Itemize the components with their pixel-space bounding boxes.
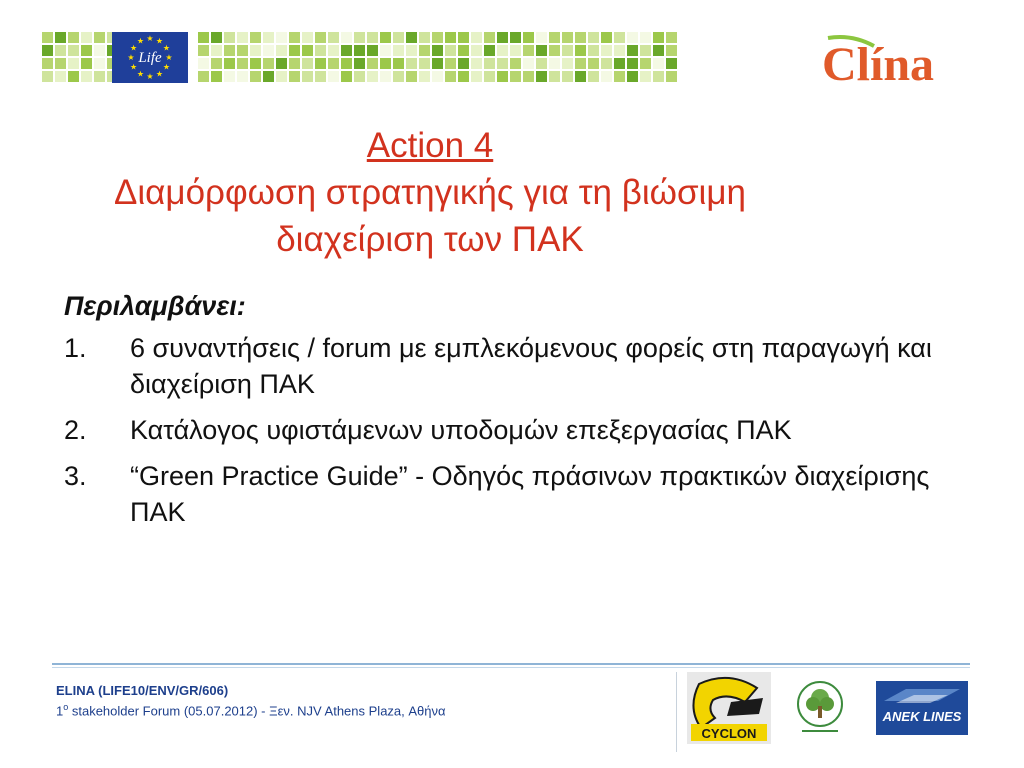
mosaic-tile <box>458 71 469 82</box>
mosaic-tile <box>549 32 560 43</box>
mosaic-tile <box>575 32 586 43</box>
mosaic-tile <box>406 32 417 43</box>
mosaic-tile <box>653 32 664 43</box>
mosaic-tile <box>315 58 326 69</box>
list-item-number: 3. <box>64 461 87 491</box>
mosaic-tile <box>315 45 326 56</box>
mosaic-tile <box>419 71 430 82</box>
mosaic-tile <box>549 58 560 69</box>
includes-label: Περιλαμβάνει: <box>64 291 246 321</box>
mosaic-tile <box>42 58 53 69</box>
mosaic-tile <box>666 45 677 56</box>
mosaic-tile <box>237 71 248 82</box>
mosaic-tile <box>627 58 638 69</box>
eu-star-icon: ★ <box>136 36 145 46</box>
footer-divider-line <box>52 663 970 665</box>
mosaic-tile <box>341 32 352 43</box>
mosaic-tile <box>601 71 612 82</box>
eu-star-icon: ★ <box>155 36 164 46</box>
forum-info: $1^o$ stakeholder Forum (05.07.2012) - Ξεν. NJV Athens Plaza, Αθήνα <box>56 702 446 719</box>
mosaic-tile <box>588 45 599 56</box>
mosaic-tile <box>419 58 430 69</box>
eu-star-icon: ★ <box>129 62 138 72</box>
mosaic-tile <box>640 45 651 56</box>
mosaic-tile <box>523 45 534 56</box>
mosaic-tile <box>497 71 508 82</box>
mosaic-tile <box>250 58 261 69</box>
mosaic-tile <box>471 58 482 69</box>
mosaic-tile <box>640 58 651 69</box>
mosaic-tile <box>250 71 261 82</box>
tree-association-logo <box>794 680 846 736</box>
mosaic-tile <box>224 45 235 56</box>
mosaic-tile <box>250 32 261 43</box>
mosaic-tile <box>68 45 79 56</box>
mosaic-tile <box>575 58 586 69</box>
mosaic-tile <box>575 45 586 56</box>
mosaic-tile <box>627 45 638 56</box>
eu-star-icon: ★ <box>165 53 173 62</box>
mosaic-tile <box>562 32 573 43</box>
mosaic-tile <box>211 71 222 82</box>
mosaic-tile <box>536 58 547 69</box>
mosaic-tile <box>302 58 313 69</box>
mosaic-tile <box>224 32 235 43</box>
mosaic-tile <box>315 71 326 82</box>
mosaic-tile <box>458 32 469 43</box>
eu-star-icon: ★ <box>155 69 164 79</box>
mosaic-tile <box>380 45 391 56</box>
mosaic-tile <box>562 58 573 69</box>
mosaic-tile <box>484 58 495 69</box>
slide-title <box>0 122 860 263</box>
mosaic-tile <box>484 32 495 43</box>
list-item-number: 2. <box>64 415 87 445</box>
mosaic-tile <box>484 45 495 56</box>
mosaic-tile <box>94 45 105 56</box>
mosaic-tile <box>484 71 495 82</box>
mosaic-tile <box>549 71 560 82</box>
mosaic-tile <box>367 71 378 82</box>
life-banner <box>42 30 680 85</box>
mosaic-tile <box>198 32 209 43</box>
mosaic-tile <box>627 32 638 43</box>
mosaic-tile <box>263 45 274 56</box>
mosaic-tile <box>653 45 664 56</box>
mosaic-tile <box>81 45 92 56</box>
mosaic-tile <box>614 71 625 82</box>
mosaic-tile <box>328 45 339 56</box>
mosaic-tile <box>601 32 612 43</box>
mosaic-tile <box>536 71 547 82</box>
mosaic-tile <box>393 71 404 82</box>
mosaic-tile <box>393 32 404 43</box>
mosaic-tile <box>367 32 378 43</box>
eu-star-icon: ★ <box>136 69 145 79</box>
mosaic-tile <box>328 32 339 43</box>
mosaic-tile <box>289 32 300 43</box>
mosaic-tile <box>224 71 235 82</box>
mosaic-tile <box>406 71 417 82</box>
list-item <box>64 458 984 530</box>
mosaic-tile <box>81 71 92 82</box>
mosaic-tile <box>471 71 482 82</box>
mosaic-tile <box>536 45 547 56</box>
mosaic-tile <box>523 71 534 82</box>
list-item-number: 1. <box>64 333 87 363</box>
mosaic-tile <box>640 71 651 82</box>
mosaic-tile <box>575 71 586 82</box>
mosaic-tile <box>666 32 677 43</box>
svg-text:CYCLON: CYCLON <box>701 726 757 741</box>
mosaic-tile <box>497 58 508 69</box>
mosaic-tile <box>276 32 287 43</box>
eu-star-icon: ★ <box>162 62 171 72</box>
mosaic-tile <box>42 45 53 56</box>
anek-lines-logo <box>876 681 968 735</box>
mosaic-tile <box>302 45 313 56</box>
mosaic-tile <box>211 45 222 56</box>
mosaic-tile <box>237 45 248 56</box>
mosaic-tile <box>614 58 625 69</box>
eu-star-icon: ★ <box>127 53 135 62</box>
mosaic-tile <box>380 58 391 69</box>
mosaic-tile <box>601 58 612 69</box>
mosaic-tile <box>510 45 521 56</box>
mosaic-tile <box>198 58 209 69</box>
mosaic-tile <box>536 32 547 43</box>
svg-text:Clína: Clína <box>822 38 935 90</box>
list-item <box>64 412 984 448</box>
mosaic-tile <box>263 32 274 43</box>
mosaic-tile <box>380 32 391 43</box>
mosaic-tile <box>367 45 378 56</box>
mosaic-tile <box>68 58 79 69</box>
mosaic-tile <box>419 32 430 43</box>
mosaic-tile <box>458 45 469 56</box>
elina-logo <box>822 28 968 90</box>
mosaic-tile <box>302 71 313 82</box>
mosaic-tile <box>588 71 599 82</box>
mosaic-tile <box>94 58 105 69</box>
mosaic-tile <box>562 71 573 82</box>
mosaic-tile <box>341 45 352 56</box>
mosaic-tile <box>666 58 677 69</box>
mosaic-tile <box>198 45 209 56</box>
title-line-2: διαχείριση των ΠΑΚ <box>276 220 584 259</box>
mosaic-tile <box>497 45 508 56</box>
svg-text:ANEK LINES: ANEK LINES <box>882 709 962 724</box>
mosaic-tile <box>380 71 391 82</box>
mosaic-tile <box>354 32 365 43</box>
mosaic-tile <box>211 32 222 43</box>
mosaic-tile <box>419 45 430 56</box>
mosaic-tile <box>55 71 66 82</box>
mosaic-tile <box>94 71 105 82</box>
mosaic-tile <box>432 32 443 43</box>
mosaic-tile <box>640 32 651 43</box>
mosaic-tile <box>458 58 469 69</box>
mosaic-tile <box>445 32 456 43</box>
mosaic-tile <box>68 32 79 43</box>
mosaic-tile <box>81 58 92 69</box>
mosaic-tile <box>432 71 443 82</box>
eu-star-icon: ★ <box>162 43 171 53</box>
mosaic-tile <box>406 45 417 56</box>
eu-star-icon: ★ <box>129 43 138 53</box>
list-item-text: Κατάλογος υφιστάμενων υποδομών επεξεργασίας ΠΑΚ <box>130 415 792 445</box>
title-line-1: Διαμόρφωση στρατηγικής για τη βιώσιμη <box>114 173 746 212</box>
mosaic-tile <box>627 71 638 82</box>
mosaic-tile <box>289 45 300 56</box>
mosaic-tile <box>523 32 534 43</box>
cyclon-logo <box>687 672 771 744</box>
mosaic-tile <box>393 45 404 56</box>
mosaic-tile <box>367 58 378 69</box>
mosaic-tile <box>432 45 443 56</box>
mosaic-tile <box>276 45 287 56</box>
mosaic-tile <box>601 45 612 56</box>
mosaic-tile <box>432 58 443 69</box>
mosaic-tile <box>445 58 456 69</box>
mosaic-tile <box>523 58 534 69</box>
mosaic-tile <box>315 32 326 43</box>
mosaic-tile <box>614 32 625 43</box>
list-item-text: 6 συναντήσεις / forum με εμπλεκόμενους φορείς στη παραγωγή και διαχείριση ΠΑΚ <box>130 333 932 399</box>
mosaic-tile <box>263 71 274 82</box>
mosaic-tile <box>237 58 248 69</box>
mosaic-tile <box>68 71 79 82</box>
mosaic-tile <box>471 45 482 56</box>
mosaic-tile <box>237 32 248 43</box>
mosaic-tile <box>328 71 339 82</box>
mosaic-tile <box>55 45 66 56</box>
mosaic-tile <box>354 71 365 82</box>
footer-vertical-divider <box>676 672 677 752</box>
mosaic-tile <box>354 58 365 69</box>
mosaic-tile <box>497 32 508 43</box>
mosaic-tile <box>666 71 677 82</box>
mosaic-tile <box>471 32 482 43</box>
mosaic-tile <box>289 58 300 69</box>
mosaic-tile <box>94 32 105 43</box>
mosaic-tile <box>211 58 222 69</box>
mosaic-tile <box>562 45 573 56</box>
mosaic-tile <box>302 32 313 43</box>
mosaic-tile <box>341 58 352 69</box>
mosaic-tile <box>328 58 339 69</box>
mosaic-tile <box>42 32 53 43</box>
mosaic-tile <box>354 45 365 56</box>
mosaic-tile <box>445 71 456 82</box>
mosaic-tile <box>445 45 456 56</box>
mosaic-tile <box>549 45 560 56</box>
eu-life-logo <box>112 32 188 83</box>
mosaic-tile <box>263 58 274 69</box>
mosaic-tile <box>510 71 521 82</box>
mosaic-tile <box>588 58 599 69</box>
svg-text:Life: Life <box>138 50 162 66</box>
mosaic-tile <box>81 32 92 43</box>
mosaic-tile <box>653 58 664 69</box>
mosaic-tile <box>42 71 53 82</box>
title-action: Action 4 <box>366 126 494 165</box>
mosaic-tile <box>276 58 287 69</box>
mosaic-tile <box>198 71 209 82</box>
mosaic-tile <box>55 32 66 43</box>
project-code: ELINA (LIFE10/ENV/GR/606) <box>56 683 229 698</box>
slide-body <box>64 288 984 540</box>
eu-star-icon: ★ <box>146 72 154 81</box>
footer-divider-line-thin <box>52 667 970 668</box>
mosaic-tile <box>653 71 664 82</box>
mosaic-tile <box>55 58 66 69</box>
mosaic-tile <box>510 32 521 43</box>
list-item <box>64 330 984 402</box>
mosaic-tile <box>406 58 417 69</box>
eu-star-icon: ★ <box>146 34 154 43</box>
mosaic-tile <box>393 58 404 69</box>
mosaic-tile <box>341 71 352 82</box>
mosaic-tile <box>510 58 521 69</box>
mosaic-tile <box>588 32 599 43</box>
mosaic-tile <box>289 71 300 82</box>
mosaic-tile <box>250 45 261 56</box>
mosaic-tile <box>276 71 287 82</box>
mosaic-tile <box>224 58 235 69</box>
mosaic-tile <box>614 45 625 56</box>
list-item-text: “Green Practice Guide” - Οδηγός πράσινων πρακτικών διαχείρισης ΠΑΚ <box>130 461 930 527</box>
